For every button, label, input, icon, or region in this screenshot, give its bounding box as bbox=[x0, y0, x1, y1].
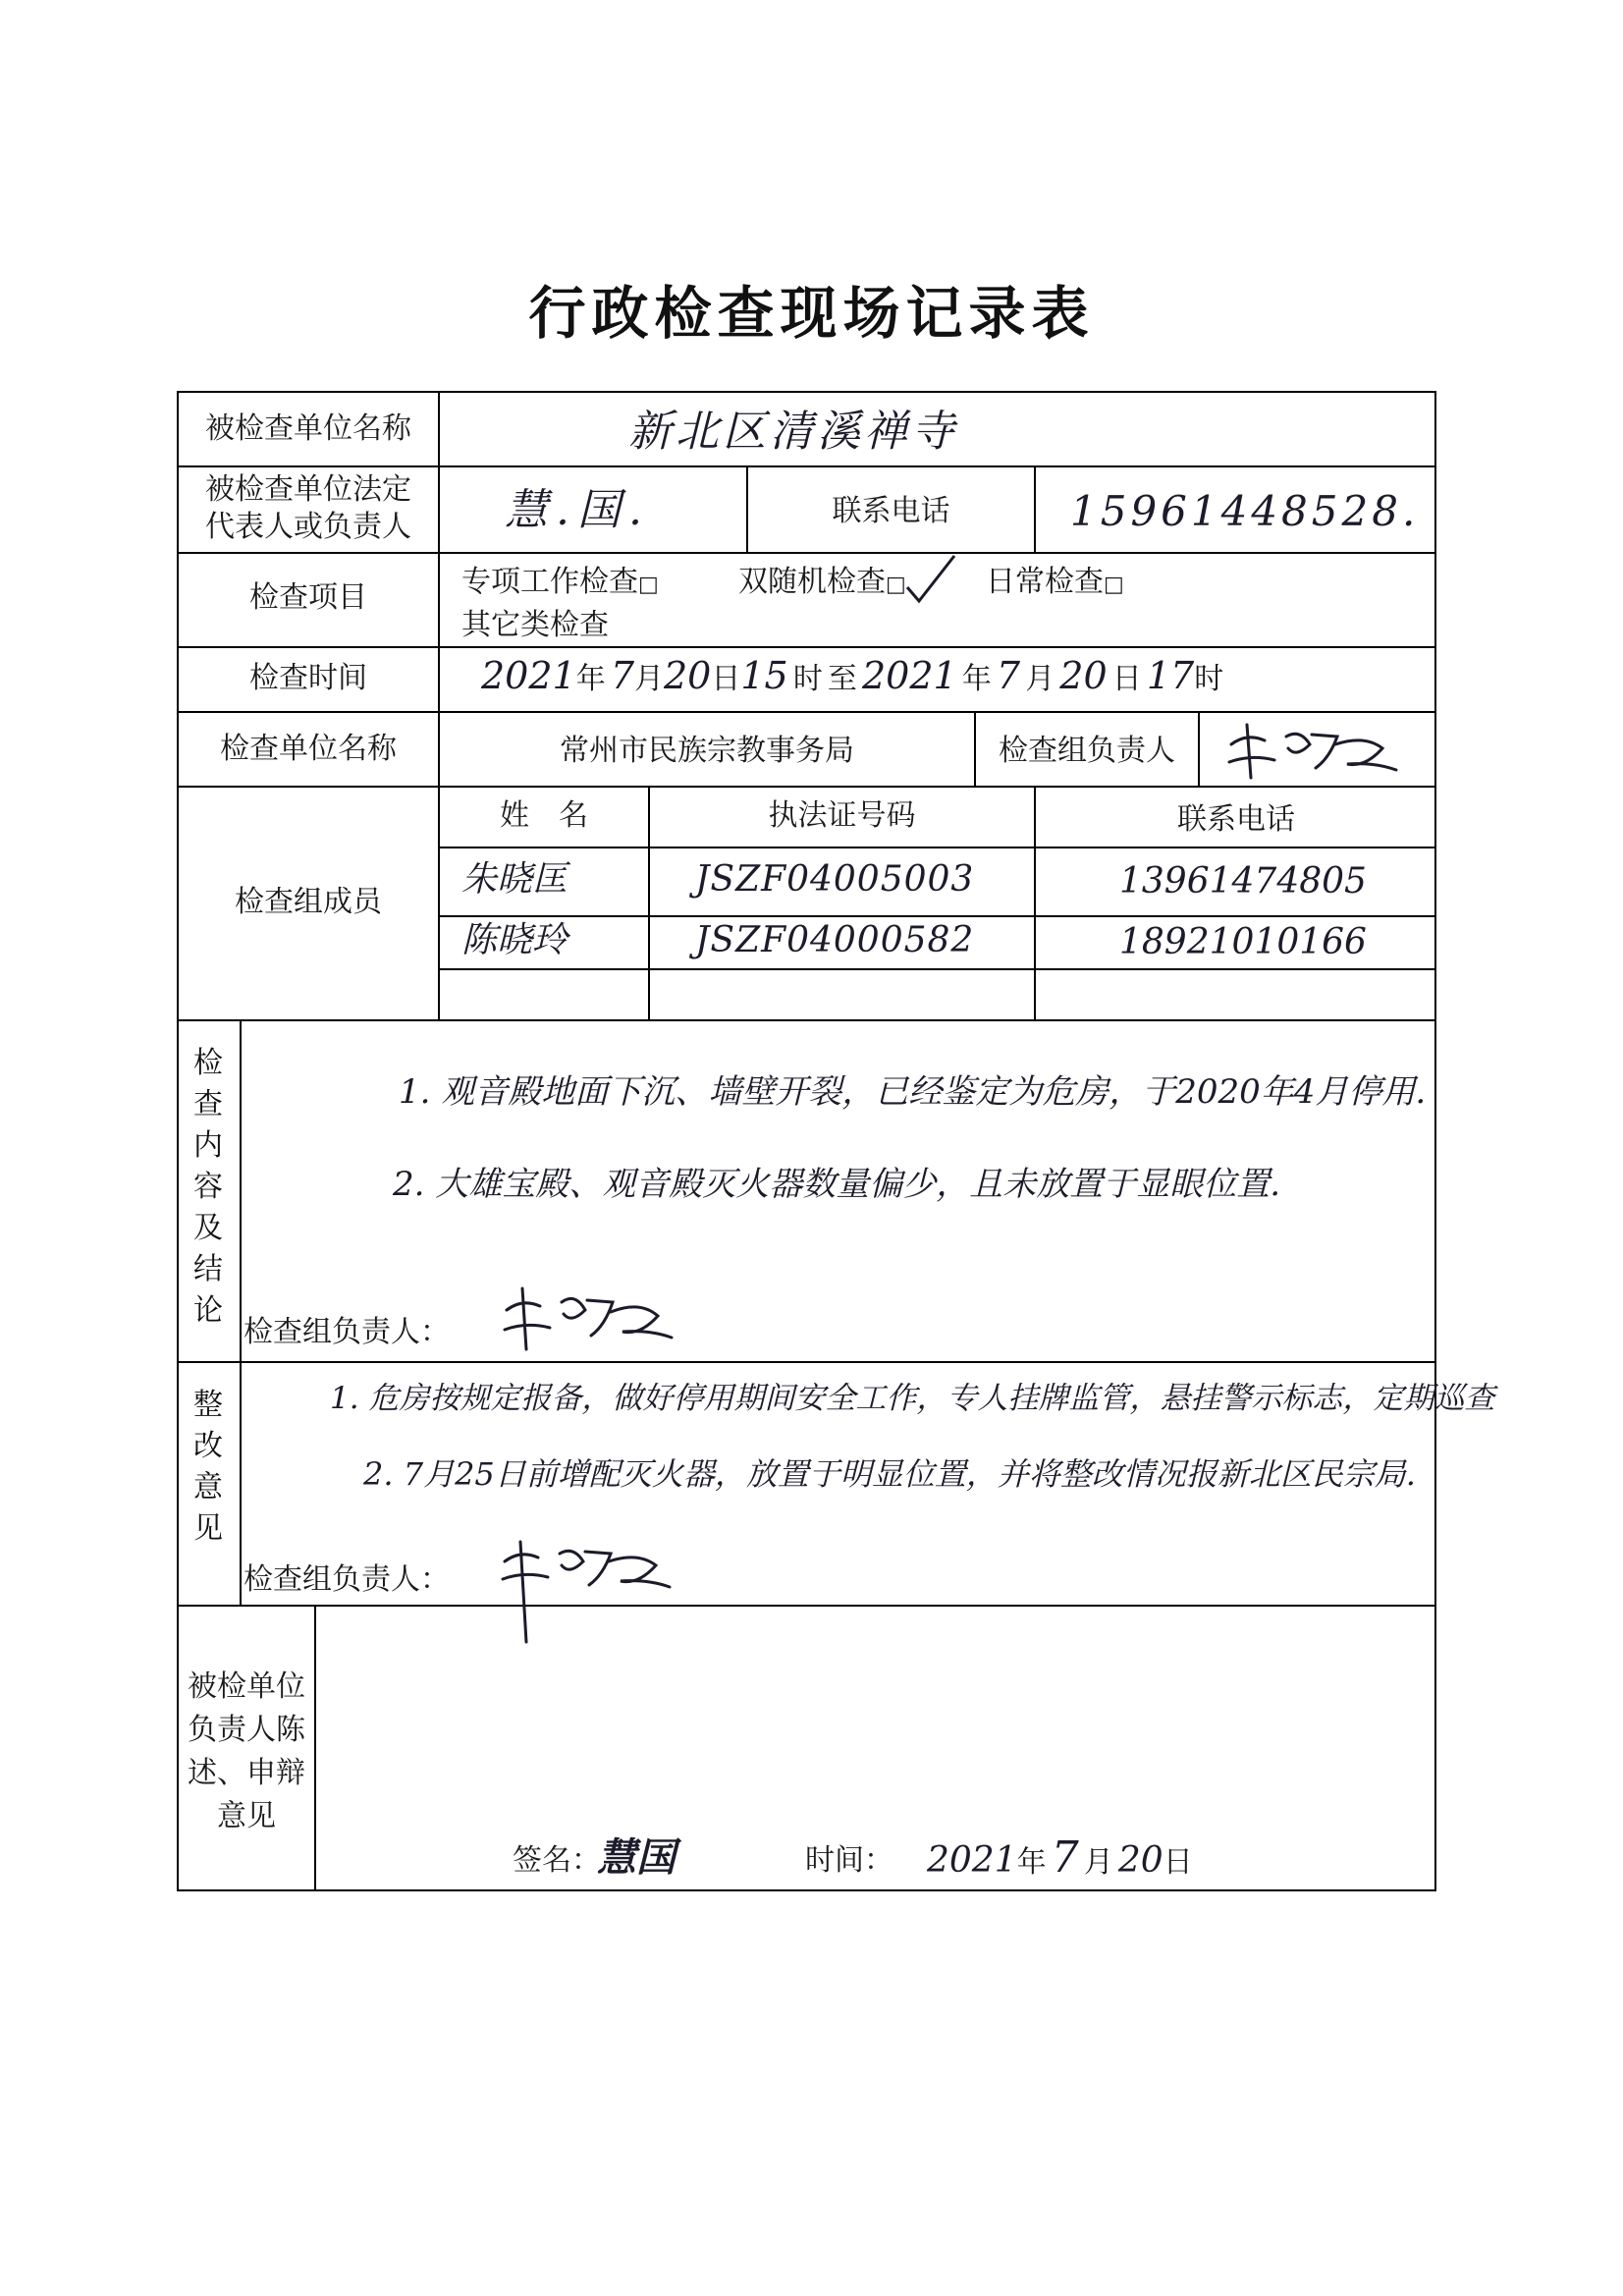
unit-month: 月 bbox=[1083, 1845, 1113, 1880]
checkmark-icon bbox=[901, 552, 960, 607]
option-daily-label: 日常检查 bbox=[986, 565, 1104, 599]
unit-month: 月 bbox=[1025, 662, 1055, 696]
content-line-1: 1. 观音殿地面下沉、墙壁开裂，已经鉴定为危房，于2020年4月停用. bbox=[399, 1072, 1427, 1112]
label-char: 意 bbox=[193, 1470, 223, 1504]
member-name: 朱晓匡 bbox=[461, 859, 568, 900]
statement-label bbox=[179, 1666, 314, 1838]
members-header-name: 姓 名 bbox=[500, 798, 588, 833]
col-divider bbox=[1034, 465, 1036, 552]
end-hour: 17 bbox=[1146, 654, 1195, 697]
content-leader-signature bbox=[493, 1277, 679, 1355]
option-double-random-label: 双随机检查 bbox=[738, 565, 886, 599]
col-divider bbox=[314, 1605, 316, 1891]
end-month: 7 bbox=[996, 654, 1021, 697]
label-char: 查 bbox=[193, 1087, 223, 1121]
statement-year: 2021 bbox=[927, 1840, 1017, 1881]
member-phone: 18921010166 bbox=[1119, 922, 1367, 962]
label-char: 及 bbox=[193, 1211, 223, 1245]
unit-hour: 时 bbox=[1194, 662, 1224, 696]
unit-hour: 时 bbox=[792, 662, 823, 696]
unit-year: 年 bbox=[961, 662, 992, 696]
unit-year: 年 bbox=[575, 662, 606, 696]
col-divider bbox=[438, 391, 440, 1019]
col-divider bbox=[240, 1361, 242, 1605]
option-special-work bbox=[461, 564, 659, 601]
label-char: 论 bbox=[193, 1293, 223, 1328]
inspection-time-label: 检查时间 bbox=[249, 661, 367, 695]
legal-rep-phone-label: 联系电话 bbox=[832, 494, 950, 528]
col-divider bbox=[1198, 711, 1200, 786]
option-other: 其它类检查 bbox=[461, 608, 609, 642]
rectification-leader-label: 检查组负责人： bbox=[243, 1562, 450, 1597]
inspection-time-value bbox=[481, 654, 1223, 699]
row-divider bbox=[177, 786, 1436, 788]
label-line: 述、申辩 bbox=[188, 1756, 305, 1790]
sign-value: 慧国 bbox=[597, 1834, 676, 1881]
label-char: 结 bbox=[193, 1252, 223, 1286]
content-label bbox=[189, 1043, 228, 1332]
members-header-phone: 联系电话 bbox=[1177, 802, 1295, 837]
legal-rep-phone-value: 15961448528. bbox=[1070, 487, 1420, 535]
member-row-divider bbox=[438, 915, 1436, 917]
row-divider bbox=[177, 1361, 1436, 1363]
checkbox-double-random[interactable]: □ bbox=[886, 573, 906, 597]
rectification-leader-signature bbox=[491, 1532, 677, 1650]
member-cert: JSZF04000582 bbox=[695, 920, 975, 960]
sign-label: 签名： bbox=[513, 1843, 601, 1878]
leader-signature bbox=[1217, 715, 1404, 784]
statement-month: 7 bbox=[1051, 1832, 1079, 1883]
row-divider bbox=[177, 711, 1436, 713]
members-header-cert: 执法证号码 bbox=[768, 798, 916, 833]
unit-year: 年 bbox=[1016, 1845, 1047, 1880]
legal-rep-label-line1: 被检查单位法定 bbox=[205, 472, 411, 507]
start-day: 20 bbox=[664, 654, 712, 697]
legal-rep-label-line2: 代表人或负责人 bbox=[205, 510, 411, 544]
label-line: 被检单位 bbox=[188, 1669, 305, 1704]
label-char: 改 bbox=[193, 1429, 223, 1463]
label-char: 检 bbox=[193, 1046, 223, 1080]
content-line-2: 2. 大雄宝殿、观音殿灭火器数量偏少，且未放置于显眼位置. bbox=[393, 1165, 1281, 1204]
inspecting-unit-label: 检查单位名称 bbox=[220, 732, 397, 766]
time-label: 时间： bbox=[805, 1843, 893, 1878]
end-day: 20 bbox=[1059, 654, 1108, 697]
rectification-line-2: 2. 7月25日前增配灭火器，放置于明显位置，并将整改情况报新北区民宗局. bbox=[363, 1455, 1416, 1493]
member-phone: 13961474805 bbox=[1119, 861, 1367, 902]
start-hour: 15 bbox=[740, 654, 788, 697]
statement-date bbox=[927, 1832, 1193, 1885]
inspected-unit-value: 新北区清溪禅寺 bbox=[628, 407, 958, 457]
row-divider bbox=[177, 552, 1436, 554]
label-line: 意见 bbox=[217, 1799, 276, 1833]
inspection-leader-label: 检查组负责人 bbox=[999, 734, 1175, 768]
member-row-divider bbox=[438, 847, 1436, 848]
unit-day: 日 bbox=[1163, 1845, 1193, 1880]
members-label: 检查组成员 bbox=[235, 885, 382, 919]
row-divider bbox=[177, 465, 1436, 467]
label-char: 容 bbox=[193, 1170, 223, 1204]
label-char: 内 bbox=[193, 1128, 223, 1163]
row-divider bbox=[177, 1019, 1436, 1021]
end-year: 2021 bbox=[862, 654, 957, 697]
unit-day: 日 bbox=[711, 662, 741, 696]
rectification-label bbox=[189, 1385, 228, 1550]
rectification-line-1: 1. 危房按规定报备，做好停用期间安全工作，专人挂牌监管，悬挂警示标志，定期巡查 bbox=[330, 1381, 1495, 1416]
start-month: 7 bbox=[610, 654, 634, 697]
option-special-work-label: 专项工作检查 bbox=[461, 565, 638, 599]
statement-day: 20 bbox=[1117, 1840, 1163, 1881]
row-divider bbox=[177, 646, 1436, 648]
page-title: 行政检查现场记录表 bbox=[528, 280, 1095, 347]
option-daily bbox=[986, 564, 1124, 601]
label-line: 负责人陈 bbox=[188, 1713, 305, 1747]
start-year: 2021 bbox=[481, 654, 576, 697]
col-divider bbox=[240, 1019, 242, 1361]
row-divider bbox=[177, 1605, 1436, 1607]
inspection-items-label: 检查项目 bbox=[249, 580, 367, 615]
inspected-unit-label: 被检查单位名称 bbox=[205, 411, 411, 446]
inspecting-unit-value: 常州市民族宗教事务局 bbox=[560, 734, 854, 768]
checkbox-daily[interactable]: □ bbox=[1104, 573, 1124, 597]
content-leader-label: 检查组负责人： bbox=[243, 1315, 450, 1349]
member-cert: JSZF04005003 bbox=[695, 859, 975, 900]
option-double-random bbox=[738, 564, 906, 601]
unit-month: 月 bbox=[634, 662, 664, 696]
label-char: 整 bbox=[193, 1388, 223, 1422]
label-char: 见 bbox=[193, 1511, 223, 1546]
legal-rep-value: 慧.国. bbox=[505, 485, 650, 535]
unit-day: 日 bbox=[1111, 662, 1142, 696]
time-to: 至 bbox=[827, 662, 857, 696]
member-row-divider bbox=[438, 968, 1436, 970]
checkbox-special-work[interactable]: □ bbox=[638, 573, 659, 597]
member-name: 陈晓玲 bbox=[461, 920, 568, 960]
